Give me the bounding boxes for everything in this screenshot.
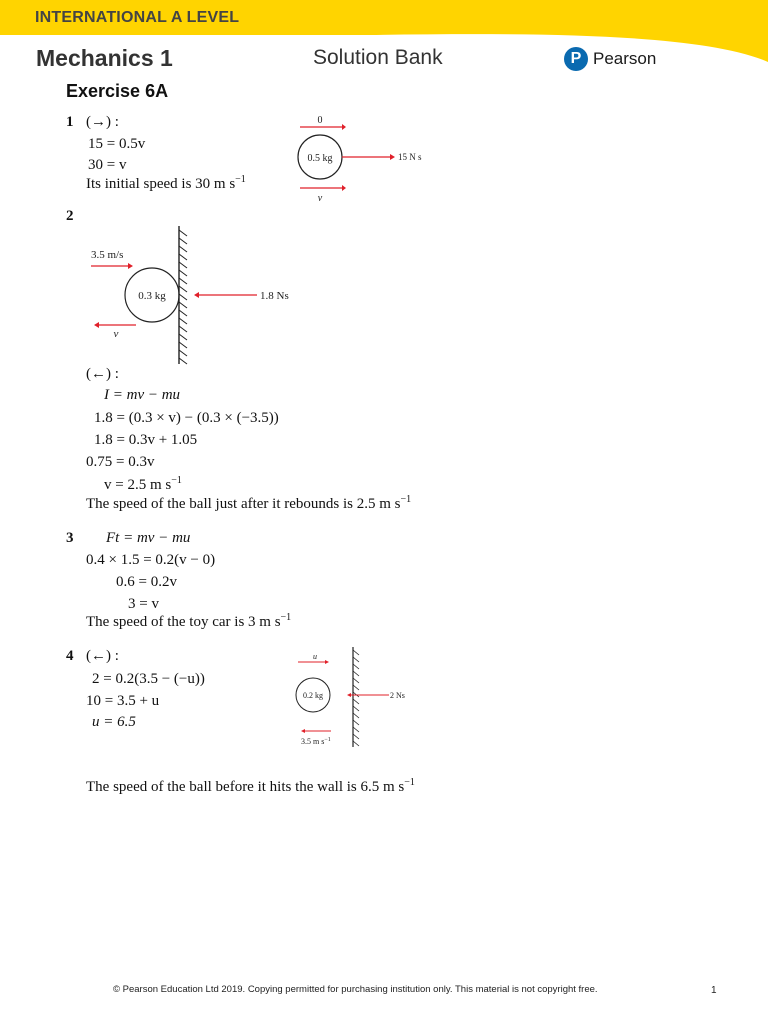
pearson-logo-icon: P [564, 47, 588, 71]
q2-direction: (←) : [86, 366, 119, 382]
q4-label-speed: 3.5 m $s^{-1}$ [301, 737, 331, 746]
q3-answer: The speed of the toy car is 3 m $s^{-1}$ [86, 612, 292, 630]
q1-label-impulse: 15 N s [398, 152, 422, 162]
q2-label-v: v [113, 328, 119, 340]
q2-line-4: 0.75 = 0.3v [86, 454, 155, 470]
q2-diagram [86, 222, 326, 367]
q4-line-3: u = 6.5 [92, 714, 136, 730]
q2-line-1: I = mv − mu [104, 387, 181, 403]
q1-line-2: 30 = v [88, 157, 127, 173]
q3-line-4: 3 = v [128, 596, 159, 612]
q1-label-v: v [317, 193, 323, 204]
q4-diagram [293, 645, 443, 750]
page-number: 1 [711, 985, 717, 996]
q1-diagram [290, 110, 470, 210]
q1-label-top: 0 [317, 115, 323, 126]
q2-wall-hatching [179, 230, 187, 364]
q2-label-impulse: 1.8 Ns [260, 290, 289, 302]
copyright-notice: © Pearson Education Ltd 2019. Copying permitted for purchasing institution only. This material is not copyright free. [113, 984, 598, 995]
q4-line-2: 10 = 3.5 + u [86, 693, 160, 709]
q4-label-u: u [313, 652, 317, 661]
q4-label-impulse: 2 Ns [390, 691, 405, 700]
q1-direction: (→) : [86, 114, 119, 130]
q2-label-mass: 0.3 kg [138, 290, 166, 302]
q2-label-speed: 3.5 m/s [91, 249, 124, 261]
question-number-3: 3 [66, 530, 74, 546]
qualification-level: INTERNATIONAL A LEVEL [35, 9, 240, 26]
q1-label-mass: 0.5 kg [307, 153, 333, 164]
publisher-name: Pearson [593, 49, 657, 68]
q4-line-1: 2 = 0.2(3.5 − (−u)) [92, 671, 205, 687]
q1-answer: Its initial speed is 30 m $s^{-1}$ [86, 174, 246, 192]
question-number-1: 1 [66, 114, 74, 130]
question-number-4: 4 [66, 648, 74, 664]
q4-label-mass: 0.2 kg [303, 691, 323, 700]
q4-answer: The speed of the ball before it hits the wall is 6.5 m $s^{-1}$ [86, 777, 415, 795]
q2-line-5: v = 2.5 m $s^{-1}$ [104, 475, 182, 493]
q2-line-2: 1.8 = (0.3 × v) − (0.3 × (−3.5)) [94, 410, 279, 426]
exercise-title: Exercise 6A [66, 81, 169, 101]
q3-line-2: 0.4 × 1.5 = 0.2(v − 0) [86, 552, 216, 568]
q4-direction: (←) : [86, 648, 119, 664]
question-number-2: 2 [66, 208, 74, 224]
q3-line-1: Ft = mv − mu [106, 530, 191, 546]
q2-answer: The speed of the ball just after it rebounds is 2.5 m $s^{-1}$ [86, 494, 412, 512]
q1-line-1: 15 = 0.5v [88, 136, 146, 152]
page-title: Mechanics 1 [36, 45, 173, 71]
q3-line-3: 0.6 = 0.2v [116, 574, 177, 590]
q4-wall-hatching [353, 650, 359, 746]
solution-bank-label: Solution Bank [313, 46, 443, 69]
q2-line-3: 1.8 = 0.3v + 1.05 [94, 432, 198, 448]
